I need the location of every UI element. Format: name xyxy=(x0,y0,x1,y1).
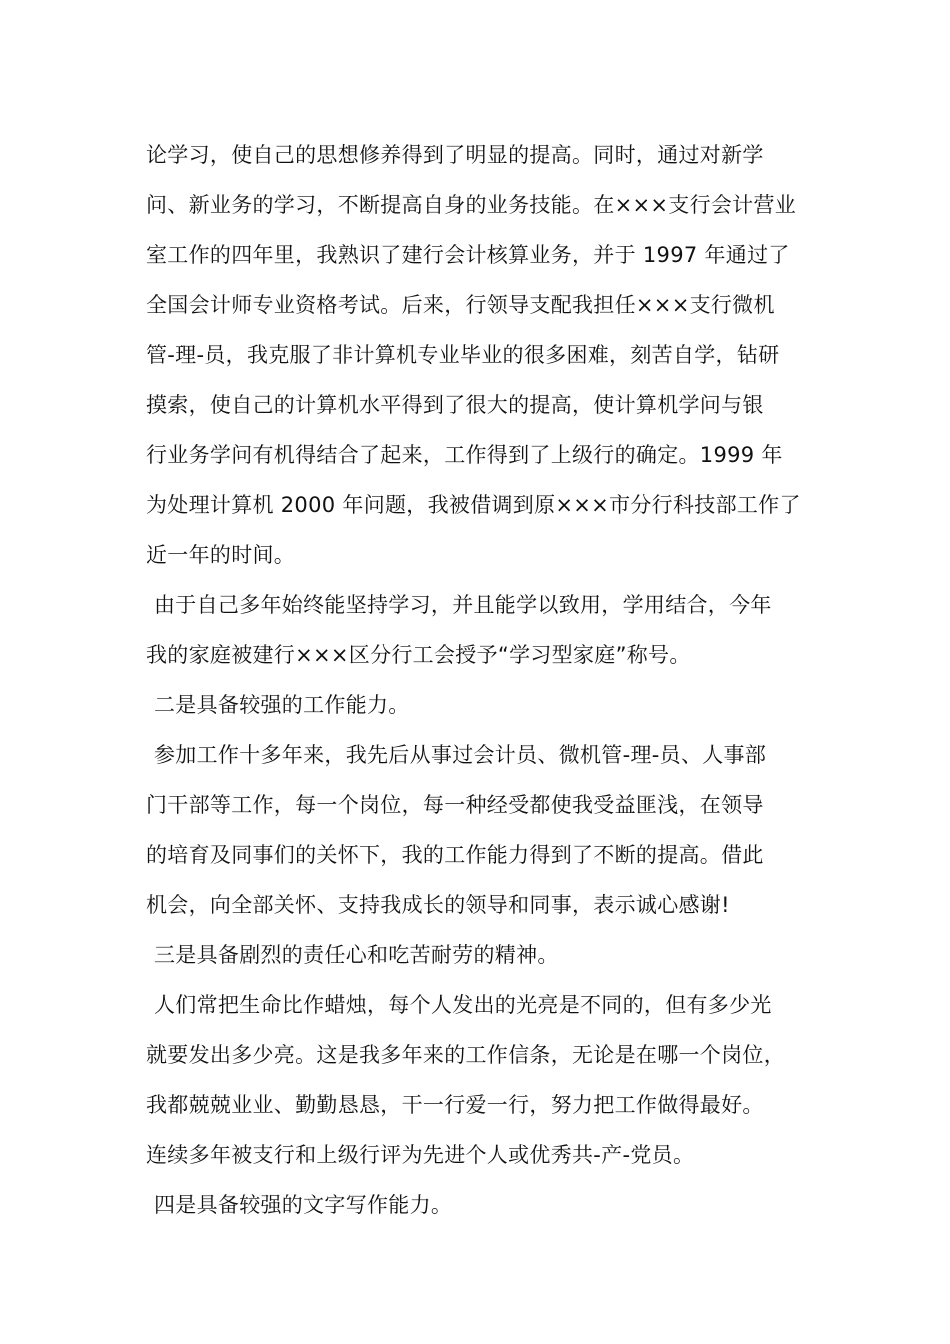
text-line: 门干部等工作，每一个岗位，每一种经受都使我受益匪浅，在领导 xyxy=(146,793,764,817)
paragraph-start: 参加工作十多年来，我先后从事过会计员、微机管-理-员、人事部 xyxy=(154,743,767,767)
paragraph-start: 人们常把生命比作蜡烛，每个人发出的光亮是不同的，但有多少光 xyxy=(154,993,772,1017)
text-line: 为处理计算机 2000 年问题，我被借调到原×××市分行科技部工作了 xyxy=(146,493,801,517)
text-line: 我的家庭被建行×××区分行工会授予“学习型家庭”称号。 xyxy=(146,643,691,667)
text-line: 摸索，使自己的计算机水平得到了很大的提高，使计算机学问与银 xyxy=(146,393,764,417)
text-line: 就要发出多少亮。这是我多年来的工作信条，无论是在哪一个岗位， xyxy=(146,1043,785,1067)
text-line: 管-理-员，我克服了非计算机专业毕业的很多困难，刻苦自学，钻研 xyxy=(146,343,780,367)
text-line: 论学习，使自己的思想修养得到了明显的提高。同时，通过对新学 xyxy=(146,143,764,167)
text-line: 全国会计师专业资格考试。后来，行领导支配我担任×××支行微机 xyxy=(146,293,775,317)
section-heading: 二是具备较强的工作能力。 xyxy=(154,693,410,717)
text-line: 连续多年被支行和上级行评为先进个人或优秀共-产-党员。 xyxy=(146,1143,695,1167)
text-line: 问、新业务的学习，不断提高自身的业务技能。在×××支行会计营业 xyxy=(146,193,797,217)
text-line: 室工作的四年里，我熟识了建行会计核算业务，并于 1997 年通过了 xyxy=(146,243,790,267)
section-heading: 四是具备较强的文字写作能力。 xyxy=(154,1193,453,1217)
text-line: 近一年的时间。 xyxy=(146,543,296,567)
text-line: 机会，向全部关怀、支持我成长的领导和同事，表示诚心感谢! xyxy=(146,893,730,917)
document-body xyxy=(146,130,826,1230)
text-line: 的培育及同事们的关怀下，我的工作能力得到了不断的提高。借此 xyxy=(146,843,764,867)
text-line: 我都兢兢业业、勤勤恳恳，干一行爱一行，努力把工作做得最好。 xyxy=(146,1093,764,1117)
text-line: 行业务学问有机得结合了起来，工作得到了上级行的确定。1999 年 xyxy=(146,443,783,467)
paragraph-start: 由于自己多年始终能坚持学习，并且能学以致用，学用结合，今年 xyxy=(154,593,772,617)
section-heading: 三是具备剧烈的责任心和吃苦耐劳的精神。 xyxy=(154,943,559,967)
